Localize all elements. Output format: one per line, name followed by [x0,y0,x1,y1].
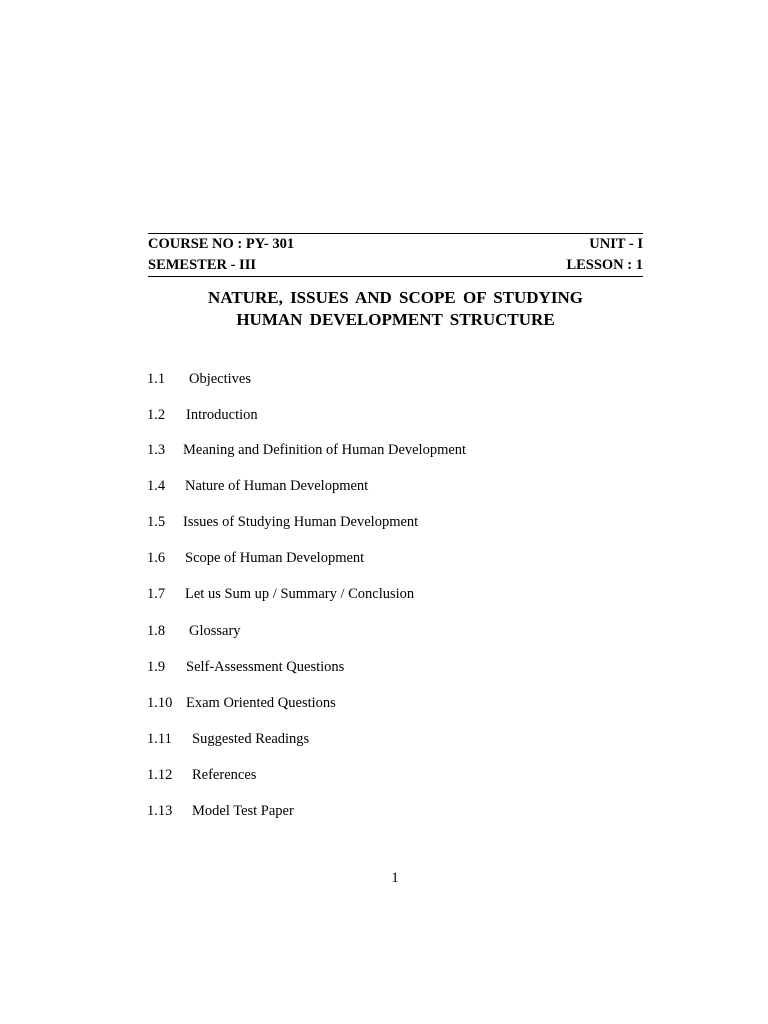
toc-item [147,658,344,676]
toc-item-number: 1.5 [147,514,166,530]
toc-item [147,694,336,712]
toc-item-number: 1.4 [147,478,166,494]
toc-item [147,513,418,531]
semester-label: SEMESTER - III [148,257,256,273]
toc-item-label: Issues of Studying Human Development [183,514,419,530]
toc-item-label: Model Test Paper [192,803,294,819]
toc-item-number: 1.12 [147,767,173,783]
lesson-title-line-2: HUMAN DEVELOPMENT STRUCTURE [236,310,555,329]
toc-item [147,441,466,459]
lesson-label: LESSON : 1 [566,257,643,273]
toc-item-number: 1.2 [147,407,166,423]
toc-item-label: Exam Oriented Questions [186,695,336,711]
toc-item-number: 1.13 [147,803,173,819]
toc-item [147,622,241,640]
toc-item-number: 1.3 [147,442,166,458]
unit-label: UNIT - I [589,236,643,252]
toc-item-label: Glossary [189,623,241,639]
toc-item [147,730,309,748]
toc-item-label: Objectives [189,371,252,387]
toc-item [147,766,256,784]
toc-item-label: Suggested Readings [192,731,310,747]
header-row-semester [148,257,643,273]
page-number: 1 [391,870,399,886]
course-number: COURSE NO : PY- 301 [148,236,295,252]
toc-item [147,802,294,820]
header-row-course [148,236,643,252]
toc-item [147,370,251,388]
toc-item-label: Introduction [186,407,258,423]
toc-item-number: 1.9 [147,659,166,675]
toc-item [147,585,414,603]
toc-item-number: 1.11 [147,731,172,747]
toc-item-label: Self-Assessment Questions [186,659,345,675]
toc-item-number: 1.10 [147,695,173,711]
toc-item-number: 1.1 [147,371,166,387]
toc-item-number: 1.8 [147,623,166,639]
lesson-title-line-1: NATURE, ISSUES AND SCOPE OF STUDYING [208,288,583,307]
toc-item-number: 1.6 [147,550,166,566]
toc-item-number: 1.7 [147,586,166,602]
toc-item-label: Scope of Human Development [185,550,365,566]
toc-item [147,549,364,567]
course-header [148,233,643,277]
toc-item-label: References [192,767,257,783]
toc-item-label: Let us Sum up / Summary / Conclusion [185,586,415,602]
toc-item [147,406,258,424]
toc-item-label: Nature of Human Development [185,478,369,494]
toc-item [147,477,368,495]
toc-item-label: Meaning and Definition of Human Development [183,442,467,458]
